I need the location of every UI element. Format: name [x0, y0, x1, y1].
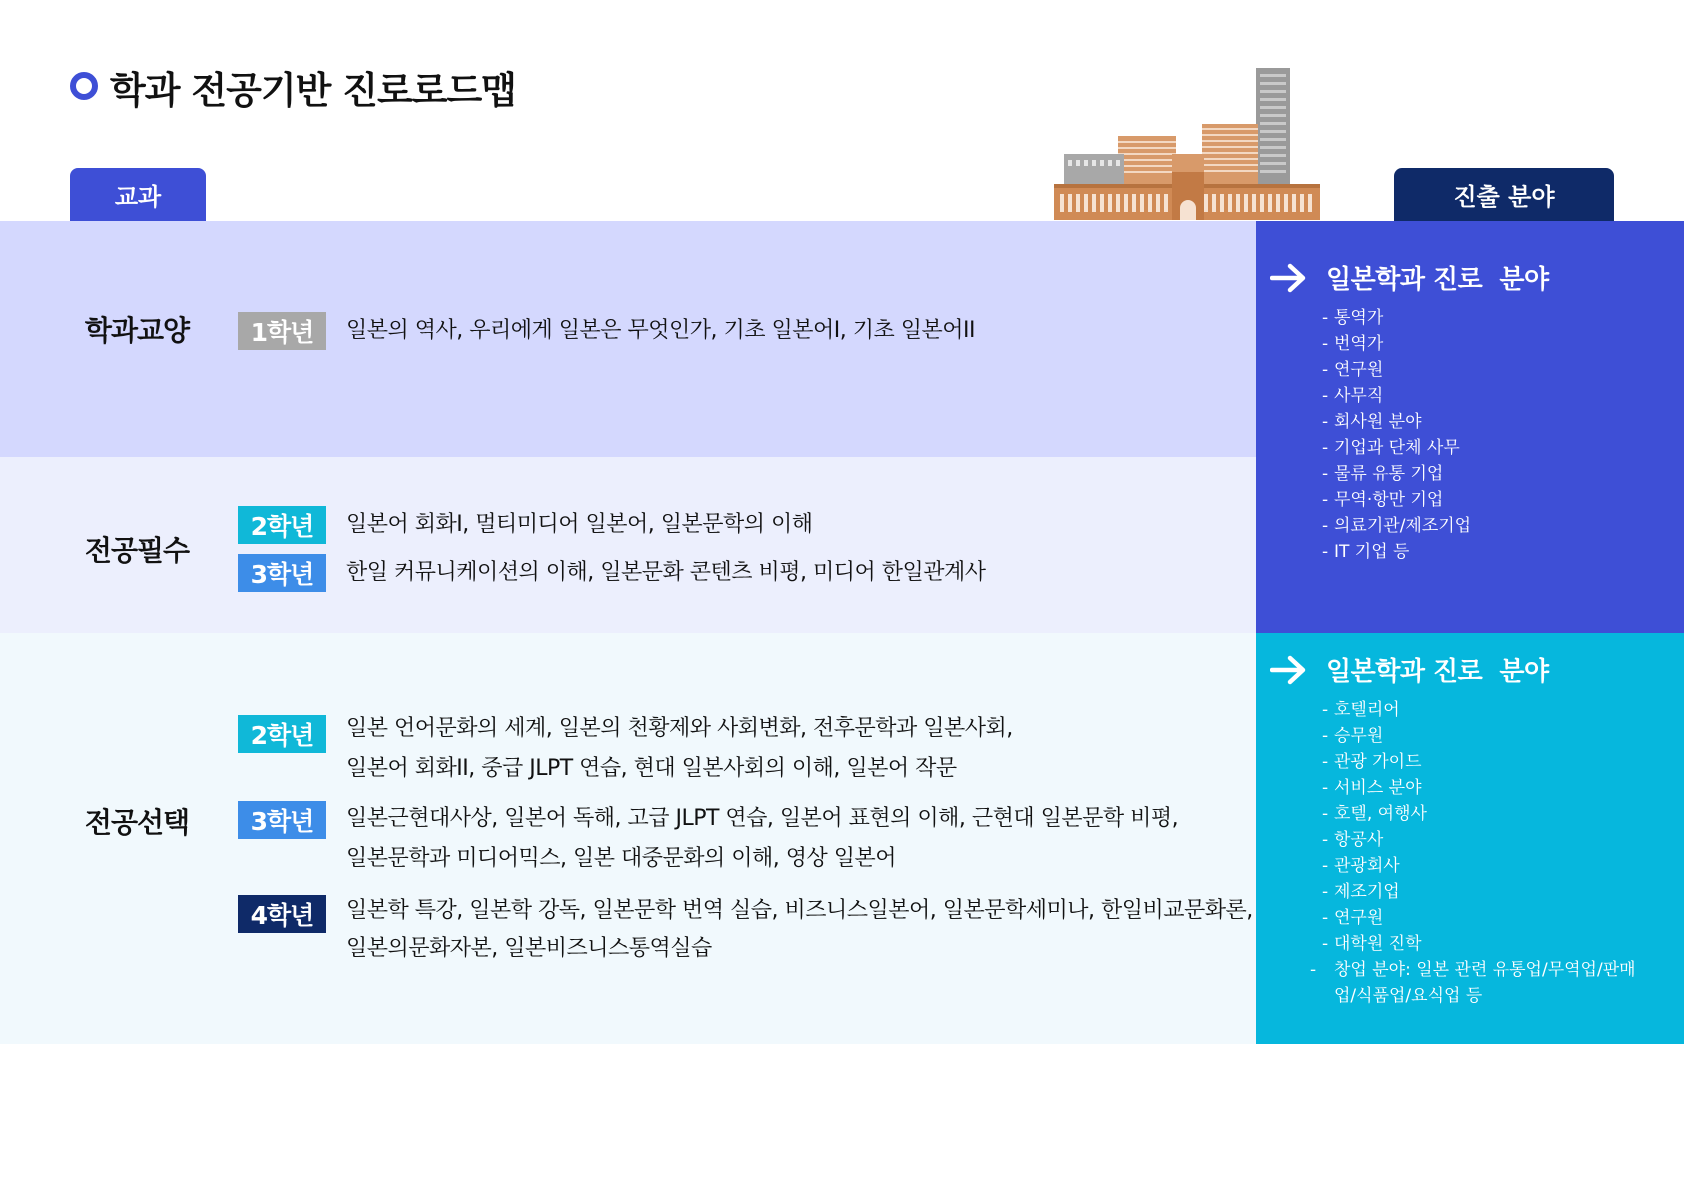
list-item: - 번역가	[1322, 334, 1384, 354]
course-list: 일본 언어문화의 세계, 일본의 천황제와 사회변화, 전후문학과 일본사회,	[346, 716, 1013, 741]
year-badge: 3학년	[238, 554, 326, 592]
tab-curriculum: 교과	[70, 168, 206, 221]
list-item: - 관광 가이드	[1322, 752, 1422, 772]
course-list: 한일 커뮤니케이션의 이해, 일본문화 콘텐츠 비평, 미디어 한일관계사	[346, 560, 986, 585]
career-list	[1310, 697, 1654, 1009]
panel-header	[1270, 651, 1549, 688]
course-list: 일본어 회화II, 중급 JLPT 연습, 현대 일본사회의 이해, 일본어 작문	[346, 756, 957, 781]
category-label: 학과교양	[84, 314, 190, 347]
course-list: 일본문학과 미디어믹스, 일본 대중문화의 이해, 영상 일본어	[346, 846, 896, 871]
panel-title: 일본학과 진로 분야	[1326, 265, 1549, 295]
section-general-education	[0, 221, 1256, 457]
panel-title: 일본학과 진로 분야	[1326, 657, 1549, 687]
list-item: - 호텔리어	[1322, 700, 1400, 720]
list-item: - 기업과 단체 사무	[1322, 438, 1460, 458]
ring-icon	[70, 72, 98, 100]
career-panel-2	[1256, 633, 1684, 1044]
tab-career-fields: 진출 분야	[1394, 168, 1614, 221]
list-item: - 대학원 진학	[1322, 934, 1422, 954]
year-badge: 4학년	[238, 895, 326, 933]
category-label: 전공선택	[84, 806, 190, 839]
year-badge: 2학년	[238, 715, 326, 753]
category-label: 전공필수	[84, 534, 190, 567]
year-badge: 3학년	[238, 801, 326, 839]
course-list: 일본의 역사, 우리에게 일본은 무엇인가, 기초 일본어I, 기초 일본어II	[346, 318, 975, 343]
year-badge: 2학년	[238, 506, 326, 544]
arrow-right-icon	[1270, 263, 1308, 293]
section-major-elective	[0, 633, 1256, 1044]
list-item: - 물류 유통 기업	[1322, 464, 1444, 484]
list-item: - 회사원 분야	[1322, 412, 1422, 432]
list-item: - 의료기관/제조기업	[1322, 516, 1472, 536]
list-item: - 연구원	[1322, 908, 1384, 928]
course-list: 일본어 회화I, 멀티미디어 일본어, 일본문학의 이해	[346, 512, 813, 537]
career-panel-1	[1256, 221, 1684, 633]
panel-header	[1270, 259, 1549, 296]
page-title: 학과 전공기반 진로로드맵	[110, 69, 516, 112]
list-item: - 통역가	[1322, 308, 1384, 328]
year-badge: 1학년	[238, 312, 326, 350]
list-item: - 호텔, 여행사	[1322, 804, 1427, 824]
list-item: - 승무원	[1322, 726, 1384, 746]
list-item: - 서비스 분야	[1322, 778, 1422, 798]
course-list: 일본학 특강, 일본학 강독, 일본문학 번역 실습, 비즈니스일본어, 일본문학세미나, 한일비교문화론,	[346, 898, 1253, 923]
list-item: - 무역·항만 기업	[1322, 490, 1444, 510]
list-item: - 연구원	[1322, 360, 1384, 380]
list-item: - 항공사	[1322, 830, 1384, 850]
career-list	[1322, 305, 1471, 565]
course-list: 일본의문화자본, 일본비즈니스통역실습	[346, 936, 712, 961]
list-item: - 사무직	[1322, 386, 1384, 406]
list-item: - 제조기업	[1322, 882, 1400, 902]
arrow-right-icon	[1270, 655, 1308, 685]
city-skyline-illustration	[1052, 66, 1324, 222]
course-list: 일본근현대사상, 일본어 독해, 고급 JLPT 연습, 일본어 표현의 이해, 근현대 일본문학 비평,	[346, 806, 1179, 831]
list-item: - 관광회사	[1322, 856, 1400, 876]
section-major-required	[0, 457, 1256, 633]
list-item: - 창업 분야: 일본 관련 유통업/무역업/판매업/식품업/요식업 등	[1310, 960, 1636, 1006]
list-item: - IT 기업 등	[1322, 542, 1410, 562]
